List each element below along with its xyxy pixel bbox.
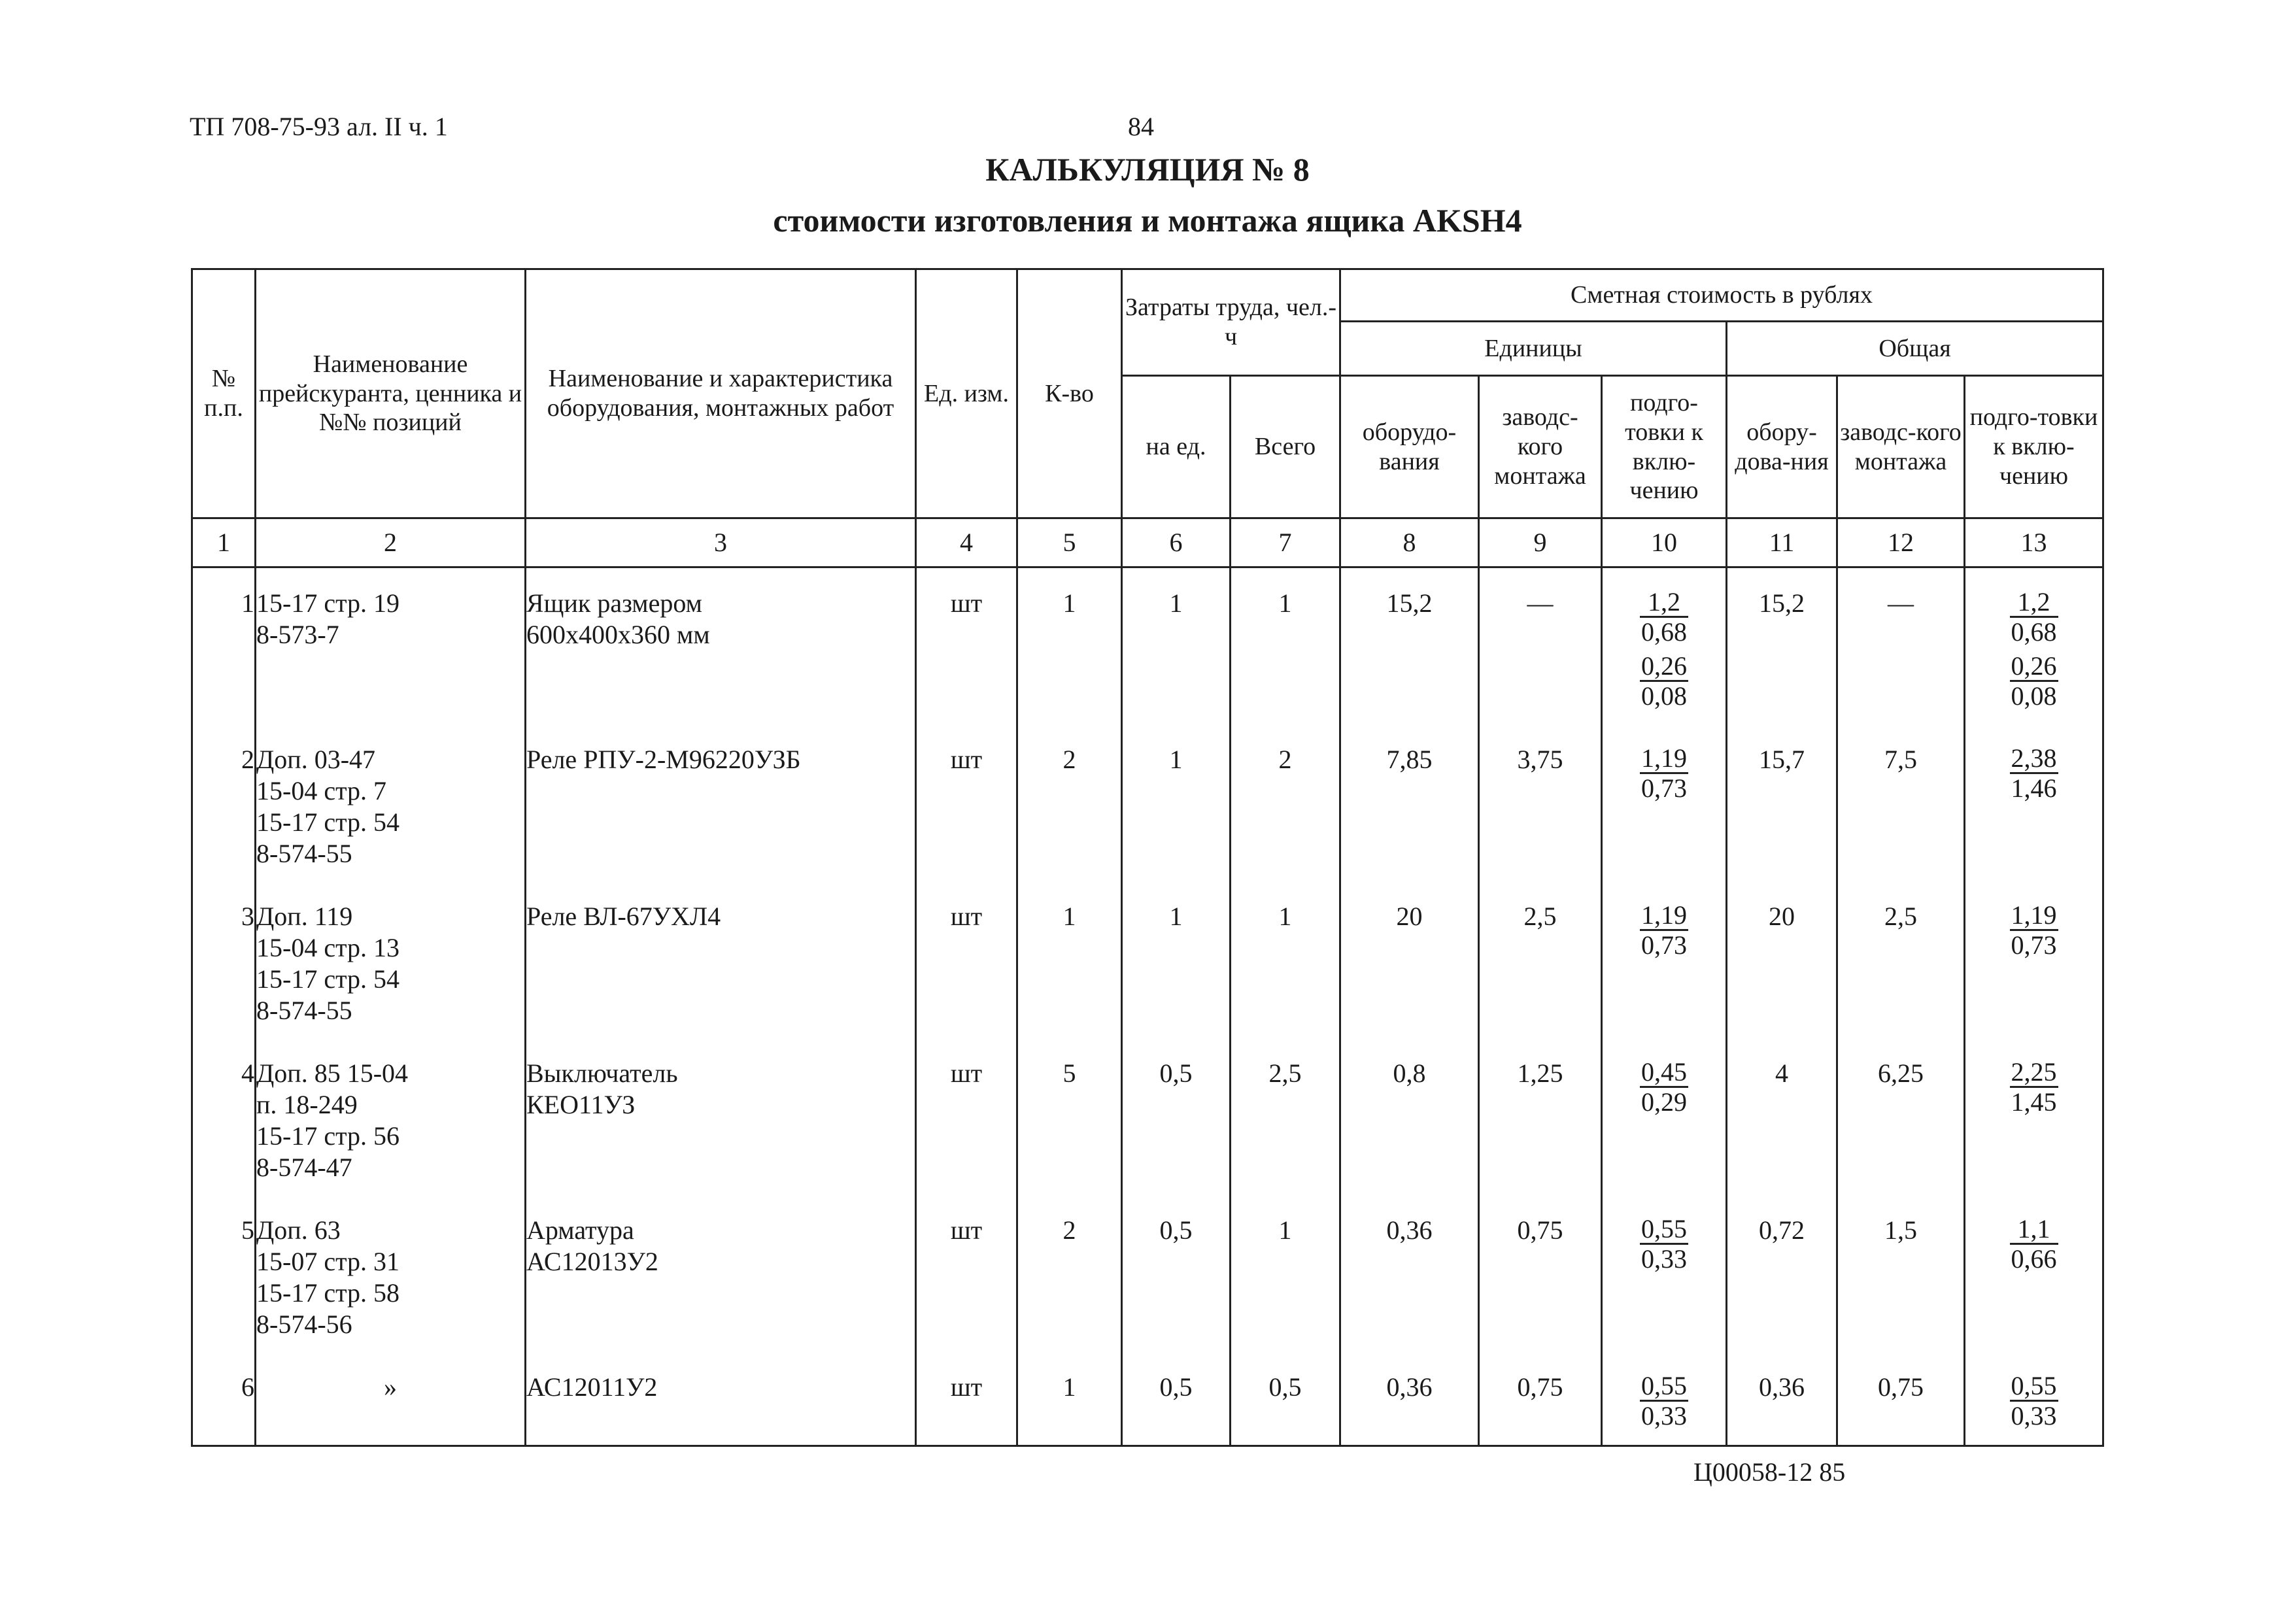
unit-cell: шт	[916, 567, 1017, 724]
equipment-line: Выключатель	[526, 1058, 678, 1088]
equipment-cell	[526, 567, 916, 724]
fraction	[2010, 744, 2058, 802]
fraction	[1640, 901, 1688, 959]
price-list-line: 8-574-56	[256, 1309, 352, 1339]
price-list-line: 15-17 стр. 54	[256, 964, 400, 994]
equip-cost-total-cell: 15,2	[1727, 567, 1837, 724]
equipment-line: АС12013У2	[526, 1246, 658, 1276]
prep-cell	[1602, 567, 1727, 724]
equipment-cell	[526, 724, 916, 881]
header-prep-total: подго-товки к вклю-чению	[1965, 376, 2103, 518]
table-body	[192, 567, 2103, 1446]
header-prep: подго-товки к вклю-чению	[1602, 376, 1727, 518]
row-number: 4	[192, 1038, 256, 1195]
header-factory-mount: заводс-кого монтажа	[1479, 376, 1602, 518]
equipment-cell	[526, 1352, 916, 1446]
header-cost-unit: Единицы	[1340, 322, 1727, 376]
fraction-numerator: 0,45	[1640, 1058, 1688, 1088]
factory-mount-total-cell: 7,5	[1837, 724, 1965, 881]
fraction-denominator: 0,68	[1641, 617, 1687, 647]
row-number: 2	[192, 724, 256, 881]
factory-mount-cell: 3,75	[1479, 724, 1602, 881]
header-unit: Ед. изм.	[916, 269, 1017, 518]
qty-cell: 1	[1017, 567, 1122, 724]
price-list-line: »	[384, 1372, 397, 1402]
fraction	[1640, 1372, 1688, 1430]
header-equip-cost: оборудо-вания	[1340, 376, 1479, 518]
fraction-denominator: 0,73	[1641, 930, 1687, 960]
equip-cost-total-cell: 0,72	[1727, 1195, 1837, 1352]
fraction	[1640, 1058, 1688, 1116]
fraction-numerator: 1,2	[2010, 588, 2058, 618]
row-number: 6	[192, 1352, 256, 1446]
header-cost: Сметная стоимость в рублях	[1340, 269, 2103, 322]
price-list-cell	[256, 724, 526, 881]
fraction-denominator: 0,29	[1641, 1087, 1687, 1117]
labor-per-unit-cell: 1	[1122, 881, 1231, 1038]
equip-cost-cell: 15,2	[1340, 567, 1479, 724]
fraction-numerator: 1,19	[2010, 901, 2058, 931]
document-code: ТП 708-75-93 ал. II ч. 1	[190, 112, 448, 141]
document-subtitle: стоимости изготовления и монтажа ящика AKSH4	[773, 202, 1522, 239]
row-number: 1	[192, 567, 256, 724]
column-number: 5	[1017, 518, 1122, 567]
column-number: 8	[1340, 518, 1479, 567]
column-number: 2	[256, 518, 526, 567]
column-number: 10	[1602, 518, 1727, 567]
factory-mount-cell: 2,5	[1479, 881, 1602, 1038]
table-row	[192, 1195, 2103, 1352]
column-number: 12	[1837, 518, 1965, 567]
header-equip-cost-total: обору-дова-ния	[1727, 376, 1837, 518]
fraction-denominator: 0,33	[1641, 1243, 1687, 1274]
factory-mount-cell: —	[1479, 567, 1602, 724]
equipment-line: 600х400х360 мм	[526, 620, 710, 649]
unit-cell: шт	[916, 881, 1017, 1038]
equip-cost-cell: 20	[1340, 881, 1479, 1038]
labor-per-unit-cell: 1	[1122, 724, 1231, 881]
row-number: 3	[192, 881, 256, 1038]
fraction-numerator: 2,38	[2010, 744, 2058, 774]
fraction	[2010, 1215, 2058, 1273]
fraction	[1640, 652, 1688, 710]
unit-cell: шт	[916, 1352, 1017, 1446]
equip-cost-total-cell: 20	[1727, 881, 1837, 1038]
prep-total-cell	[1965, 881, 2103, 1038]
fraction-numerator: 1,19	[1640, 744, 1688, 774]
header-no: № п.п.	[192, 269, 256, 518]
fraction	[2010, 901, 2058, 959]
price-list-line: Доп. 119	[256, 901, 353, 931]
price-list-line: Доп. 63	[256, 1215, 341, 1245]
fraction-numerator: 1,19	[1640, 901, 1688, 931]
price-list-line: 15-04 стр. 13	[256, 932, 400, 962]
header-labor: Затраты труда, чел.-ч	[1122, 269, 1340, 376]
price-list-line: 15-04 стр. 7	[256, 775, 387, 805]
equip-cost-cell: 0,36	[1340, 1195, 1479, 1352]
page-number: 84	[1128, 112, 1154, 141]
unit-cell: шт	[916, 724, 1017, 881]
fraction-numerator: 0,55	[1640, 1215, 1688, 1245]
footer-code: Ц00058-12 85	[1693, 1457, 1846, 1487]
table-row	[192, 881, 2103, 1038]
fraction	[1640, 744, 1688, 802]
fraction-denominator: 1,46	[2011, 773, 2057, 803]
document-title: КАЛЬКУЛЯЦИЯ № 8	[985, 151, 1310, 188]
column-number: 4	[916, 518, 1017, 567]
fraction	[1640, 1215, 1688, 1273]
fraction-denominator: 0,73	[2011, 930, 2057, 960]
price-list-line: 8-573-7	[256, 620, 339, 649]
labor-total-cell: 2	[1231, 724, 1340, 881]
equipment-cell	[526, 1195, 916, 1352]
column-number: 3	[526, 518, 916, 567]
labor-total-cell: 1	[1231, 567, 1340, 724]
table-row	[192, 1038, 2103, 1195]
qty-cell: 2	[1017, 724, 1122, 881]
fraction-denominator: 0,73	[1641, 773, 1687, 803]
factory-mount-total-cell: 2,5	[1837, 881, 1965, 1038]
fraction-numerator: 0,26	[2010, 652, 2058, 682]
fraction-denominator: 0,68	[2011, 617, 2057, 647]
header-labor-per-unit: на ед.	[1122, 376, 1231, 518]
column-number: 6	[1122, 518, 1231, 567]
labor-per-unit-cell: 0,5	[1122, 1038, 1231, 1195]
prep-cell	[1602, 724, 1727, 881]
labor-total-cell: 0,5	[1231, 1352, 1340, 1446]
header-qty: К-во	[1017, 269, 1122, 518]
equipment-line: КЕО11УЗ	[526, 1089, 636, 1119]
prep-cell	[1602, 1038, 1727, 1195]
price-list-cell	[256, 1195, 526, 1352]
header-cost-total: Общая	[1727, 322, 2103, 376]
equip-cost-cell: 7,85	[1340, 724, 1479, 881]
equipment-line: АС12011У2	[526, 1372, 658, 1402]
unit-cell: шт	[916, 1038, 1017, 1195]
labor-total-cell: 1	[1231, 1195, 1340, 1352]
equipment-line: Ящик размером	[526, 588, 702, 618]
equip-cost-total-cell: 0,36	[1727, 1352, 1837, 1446]
fraction	[2010, 588, 2058, 646]
labor-total-cell: 2,5	[1231, 1038, 1340, 1195]
fraction-numerator: 1,2	[1640, 588, 1688, 618]
table-row	[192, 567, 2103, 724]
fraction	[2010, 1058, 2058, 1116]
labor-total-cell: 1	[1231, 881, 1340, 1038]
fraction-denominator: 0,33	[1641, 1400, 1687, 1430]
table-header	[192, 269, 2103, 567]
price-list-line: 15-17 стр. 58	[256, 1277, 400, 1308]
price-list-line: 8-574-55	[256, 995, 352, 1025]
column-number: 11	[1727, 518, 1837, 567]
prep-cell	[1602, 1352, 1727, 1446]
labor-per-unit-cell: 1	[1122, 567, 1231, 724]
labor-per-unit-cell: 0,5	[1122, 1195, 1231, 1352]
price-list-line: 8-574-55	[256, 838, 352, 868]
fraction-numerator: 0,55	[1640, 1372, 1688, 1402]
header-labor-total: Всего	[1231, 376, 1340, 518]
equip-cost-cell: 0,8	[1340, 1038, 1479, 1195]
labor-per-unit-cell: 0,5	[1122, 1352, 1231, 1446]
factory-mount-cell: 0,75	[1479, 1352, 1602, 1446]
column-number: 9	[1479, 518, 1602, 567]
calculation-table	[191, 268, 2104, 1447]
factory-mount-total-cell: —	[1837, 567, 1965, 724]
equip-cost-total-cell: 4	[1727, 1038, 1837, 1195]
equip-cost-cell: 0,36	[1340, 1352, 1479, 1446]
unit-cell: шт	[916, 1195, 1017, 1352]
price-list-line: п. 18-249	[256, 1089, 358, 1119]
factory-mount-total-cell: 0,75	[1837, 1352, 1965, 1446]
factory-mount-total-cell: 1,5	[1837, 1195, 1965, 1352]
prep-total-cell	[1965, 1352, 2103, 1446]
column-numbers-row	[192, 518, 2103, 567]
price-list-cell	[256, 1038, 526, 1195]
price-list-line: 15-17 стр. 19	[256, 588, 400, 618]
fraction	[1640, 588, 1688, 646]
header-equipment: Наименование и характеристика оборудования, монтажных работ	[526, 269, 916, 518]
price-list-line: 15-17 стр. 54	[256, 807, 400, 837]
column-number: 1	[192, 518, 256, 567]
fraction-denominator: 0,33	[2011, 1400, 2057, 1430]
equipment-cell	[526, 1038, 916, 1195]
fraction-numerator: 2,25	[2010, 1058, 2058, 1088]
factory-mount-cell: 0,75	[1479, 1195, 1602, 1352]
price-list-cell	[256, 1352, 526, 1446]
prep-total-cell	[1965, 1195, 2103, 1352]
table-row	[192, 724, 2103, 881]
price-list-line: 15-07 стр. 31	[256, 1246, 400, 1276]
equipment-cell	[526, 881, 916, 1038]
fraction-denominator: 0,08	[1641, 681, 1687, 711]
fraction-denominator: 0,66	[2011, 1243, 2057, 1274]
prep-total-cell	[1965, 567, 2103, 724]
price-list-line: 15-17 стр. 56	[256, 1121, 400, 1151]
price-list-line: 8-574-47	[256, 1152, 352, 1182]
equip-cost-total-cell: 15,7	[1727, 724, 1837, 881]
table-row	[192, 1352, 2103, 1446]
row-number: 5	[192, 1195, 256, 1352]
equipment-line: Арматура	[526, 1215, 634, 1245]
qty-cell: 1	[1017, 881, 1122, 1038]
equipment-line: Реле РПУ-2-М96220УЗБ	[526, 744, 801, 774]
fraction-numerator: 1,1	[2010, 1215, 2058, 1245]
fraction	[2010, 1372, 2058, 1430]
header-factory-mount-total: заводс-кого монтажа	[1837, 376, 1965, 518]
fraction-numerator: 0,26	[1640, 652, 1688, 682]
price-list-cell	[256, 881, 526, 1038]
fraction-denominator: 0,08	[2011, 681, 2057, 711]
column-number: 7	[1231, 518, 1340, 567]
equipment-line: Реле ВЛ-67УХЛ4	[526, 901, 721, 931]
prep-cell	[1602, 881, 1727, 1038]
prep-total-cell	[1965, 724, 2103, 881]
prep-cell	[1602, 1195, 1727, 1352]
fraction-numerator: 0,55	[2010, 1372, 2058, 1402]
qty-cell: 5	[1017, 1038, 1122, 1195]
fraction-denominator: 1,45	[2011, 1087, 2057, 1117]
fraction	[2010, 652, 2058, 710]
header-price-list: Наименование прейскуранта, ценника и №№ позиций	[256, 269, 526, 518]
factory-mount-cell: 1,25	[1479, 1038, 1602, 1195]
factory-mount-total-cell: 6,25	[1837, 1038, 1965, 1195]
prep-total-cell	[1965, 1038, 2103, 1195]
price-list-line: Доп. 85 15-04	[256, 1058, 409, 1088]
column-number: 13	[1965, 518, 2103, 567]
price-list-line: Доп. 03-47	[256, 744, 376, 774]
price-list-cell	[256, 567, 526, 724]
qty-cell: 1	[1017, 1352, 1122, 1446]
qty-cell: 2	[1017, 1195, 1122, 1352]
